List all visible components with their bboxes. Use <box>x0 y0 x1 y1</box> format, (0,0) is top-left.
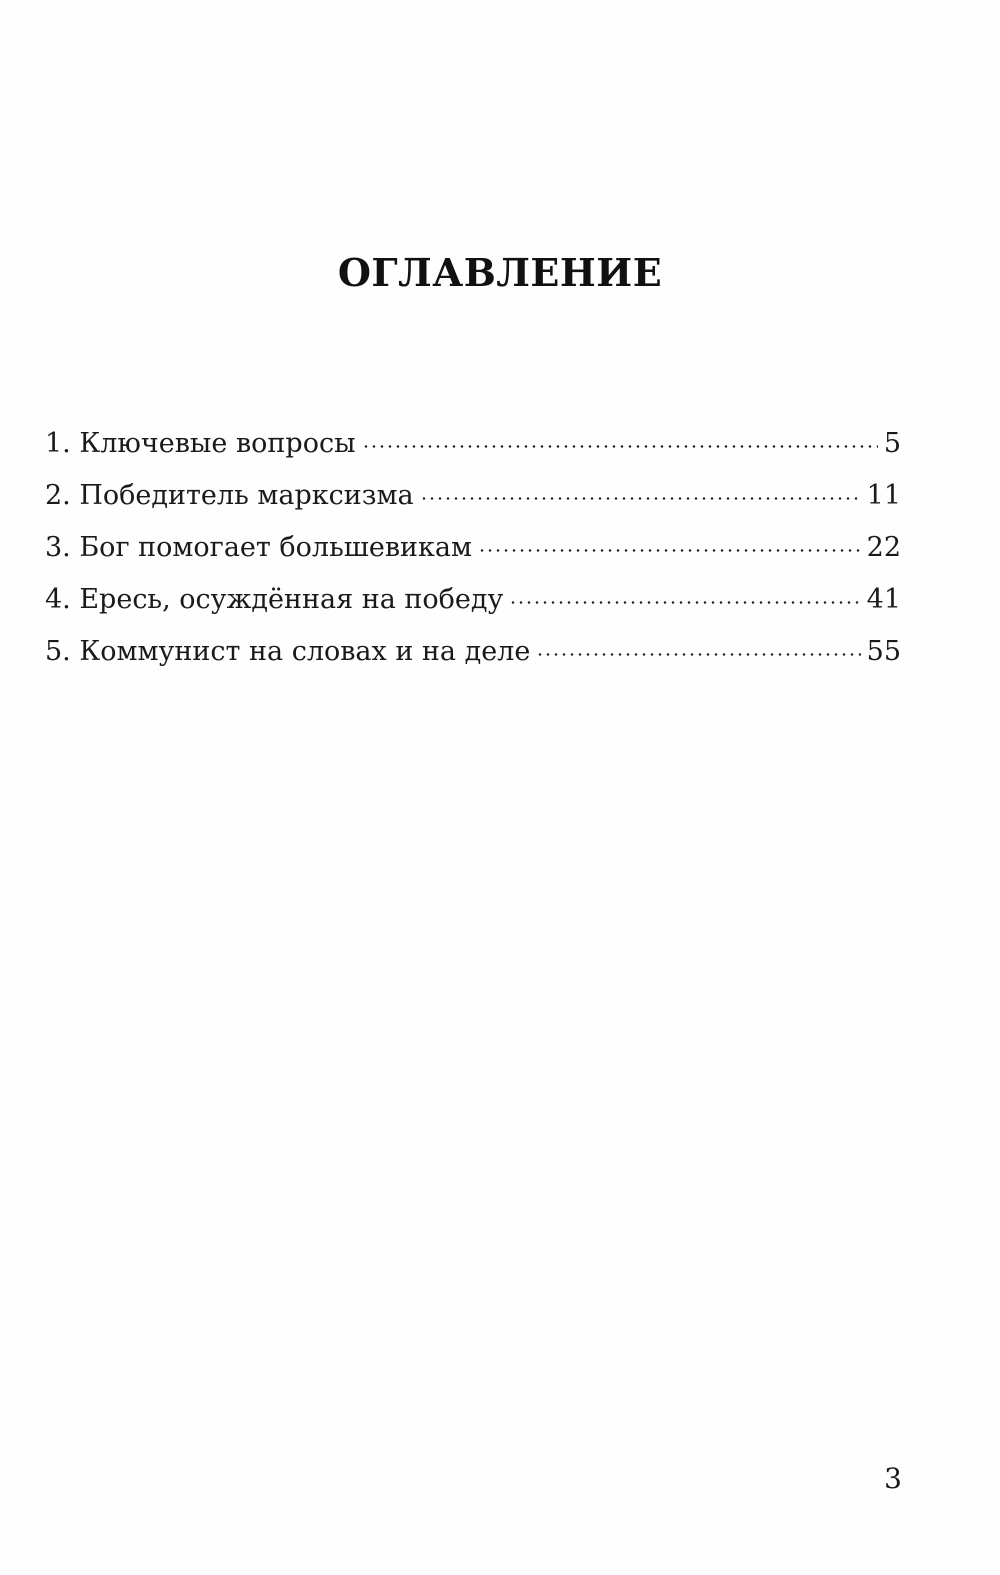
toc-entry-title: 4. Ересь, осуждённая на победу <box>45 584 504 615</box>
dot-leader <box>362 445 878 448</box>
toc-entry <box>45 522 901 574</box>
toc-entry-page: 11 <box>866 480 901 511</box>
toc-entry-title: 2. Победитель марксизма <box>45 480 414 511</box>
toc-entry-page: 41 <box>866 584 901 615</box>
toc-entry-page: 5 <box>883 428 901 459</box>
toc-entry <box>45 626 901 678</box>
toc-entry <box>45 470 901 522</box>
toc-entry <box>45 418 901 470</box>
toc-entry <box>45 574 901 626</box>
toc-entry-title: 3. Бог помогает большевикам <box>45 532 473 563</box>
toc-entry-title: 5. Коммунист на словах и на деле <box>45 636 531 667</box>
dot-leader <box>536 653 860 656</box>
page-title: ОГЛАВЛЕНИЕ <box>337 250 663 295</box>
dot-leader <box>420 497 861 500</box>
toc-entry-page: 55 <box>866 636 901 667</box>
table-of-contents <box>45 418 901 678</box>
dot-leader <box>509 601 860 604</box>
page-number: 3 <box>884 1462 902 1495</box>
toc-entry-title: 1. Ключевые вопросы <box>45 428 356 459</box>
dot-leader <box>478 549 861 552</box>
toc-entry-page: 22 <box>866 532 901 563</box>
